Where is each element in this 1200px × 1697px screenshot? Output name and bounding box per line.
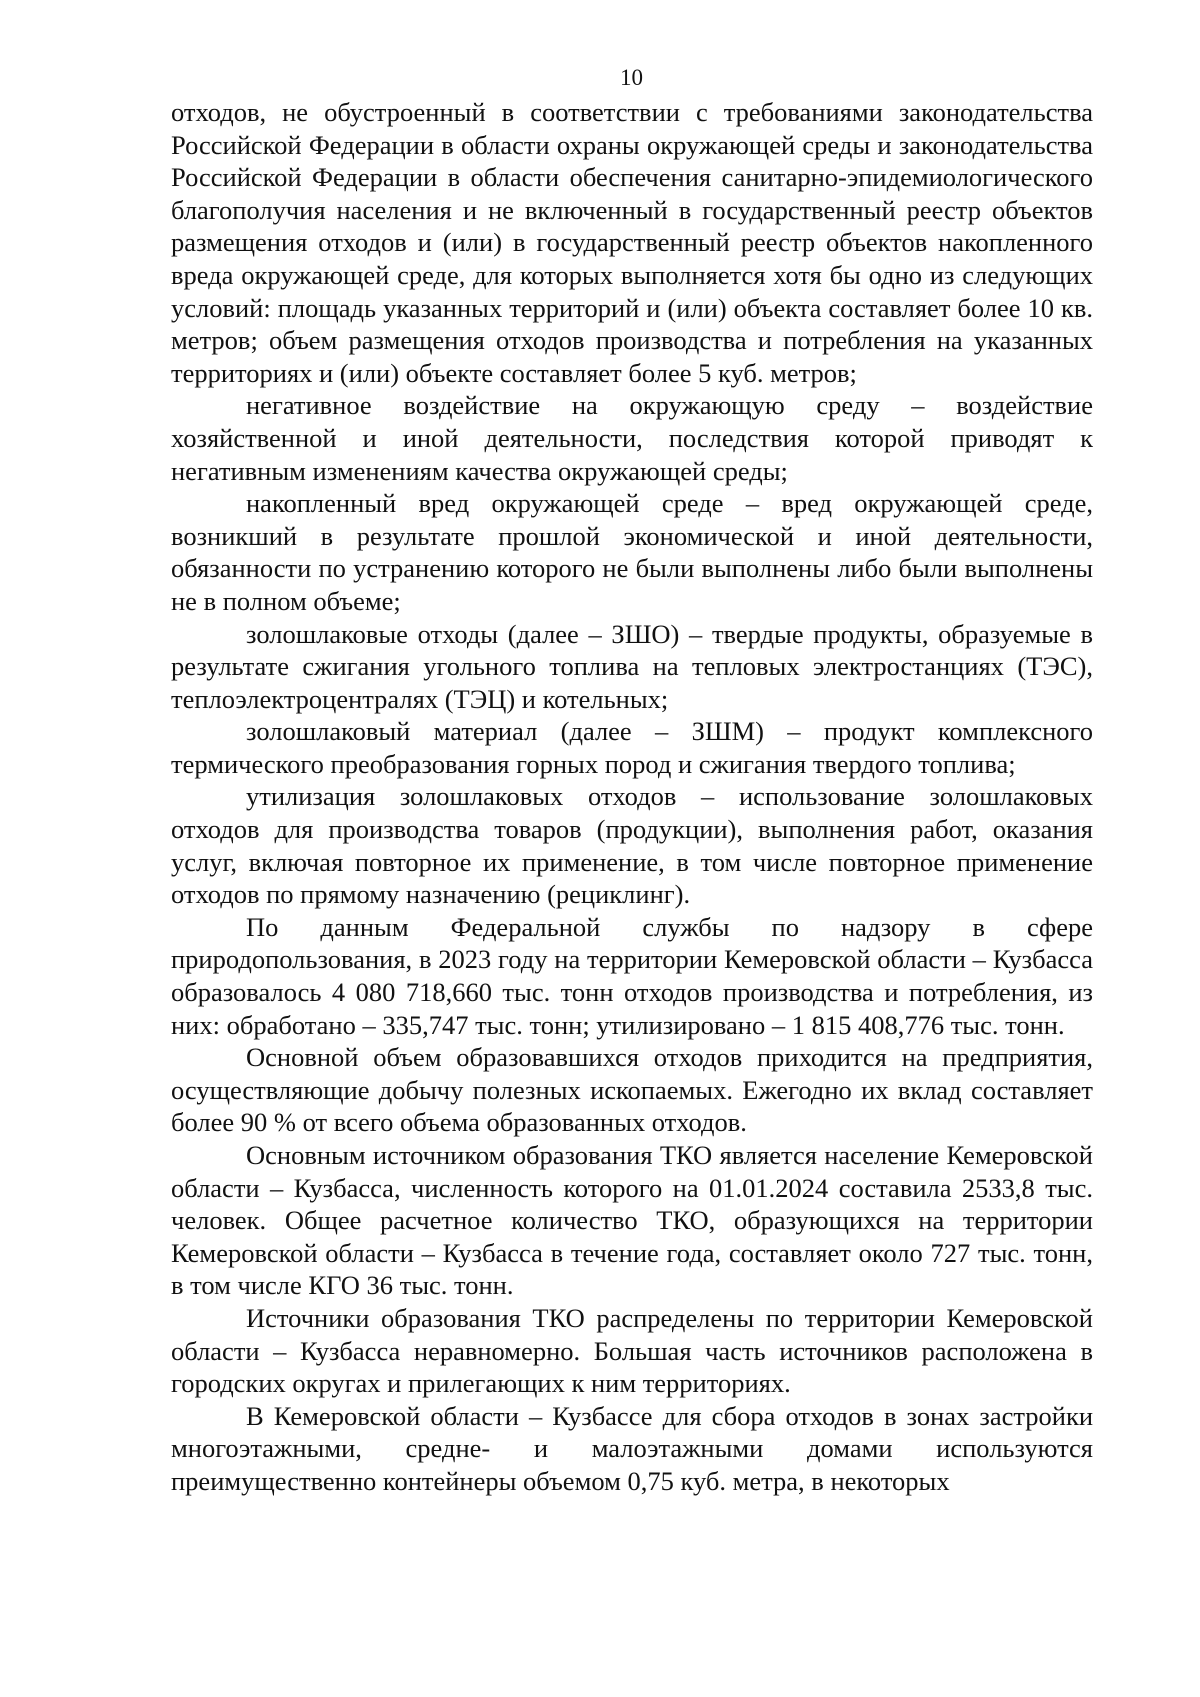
paragraph-ash-slag-material-definition: золошлаковый материал (далее – ЗШМ) – продукт комплексного термического преобразования горных пород и сжигания твердого топлива;: [171, 716, 1093, 779]
page-number: 10: [620, 65, 643, 90]
paragraph-mining-waste-share: Основной объем образовавшихся отходов приходится на предприятия, осуществляющие добычу полезных ископаемых. Ежегодно их вклад составляет более 90 % от всего объема образованных отходов.: [171, 1042, 1093, 1138]
paragraph-accumulated-harm-definition: накопленный вред окружающей среде – вред окружающей среде, возникший в результате прошлой экономической и иной деятельности, обязанности по устранению которого не были выполнены либо были выполнены не в полном объеме;: [171, 488, 1093, 616]
document-body: [171, 96, 1093, 1498]
paragraph-waste-statistics-2023: По данным Федеральной службы по надзору в сфере природопользования, в 2023 году на территории Кемеровской области – Кузбасса образовалось 4 080 718,660 тыс. тонн отходов производства и потребления, из них: обработано – 335,747 тыс. тонн; утилизировано – 1 815 408,776 тыс. тонн.: [171, 911, 1093, 1040]
paragraph-ash-slag-waste-definition: золошлаковые отходы (далее – ЗШО) – твердые продукты, образуемые в результате сжигания угольного топлива на тепловых электростанциях (ТЭС), теплоэлектроцентралях (ТЭЦ) и котельных;: [171, 618, 1093, 714]
paragraph-waste-site-definition-continuation: отходов, не обустроенный в соответствии с требованиями законодательства Российской Федерации в области охраны окружающей среды и законодательства Российской Федерации в области обеспечения санитарно-эпидемиологического благополучия населения и не включенный в государственный реестр объектов размещения отходов и (или) в государственный реестр объектов накопленного вреда окружающей среде, для которых выполняется хотя бы одно из следующих условий: площадь указанных территорий и (или) объекта составляет более 10 кв. метров; объем размещения отходов производства и потребления на указанных территориях и (или) объекте составляет более 5 куб. метров;: [171, 97, 1093, 388]
paragraph-ash-slag-utilization-definition: утилизация золошлаковых отходов – использование золошлаковых отходов для производства товаров (продукции), выполнения работ, оказания услуг, включая повторное их применение, в том числе повторное применение отходов по прямому назначению (рециклинг).: [171, 781, 1093, 910]
paragraph-msw-population-source: Основным источником образования ТКО является население Кемеровской области – Кузбасса, численность которого на 01.01.2024 составила 2533,8 тыс. человек. Общее расчетное количество ТКО, образующихся на территории Кемеровской области – Кузбасса в течение года, составляет около 727 тыс. тонн, в том числе КГО 36 тыс. тонн.: [171, 1140, 1093, 1301]
paragraph-collection-containers: В Кемеровской области – Кузбассе для сбора отходов в зонах застройки многоэтажными, средне- и малоэтажными домами используются преимущественно контейнеры объемом 0,75 куб. метра, в некоторых: [171, 1400, 1093, 1496]
paragraph-negative-impact-definition: негативное воздействие на окружающую среду – воздействие хозяйственной и иной деятельности, последствия которой приводят к негативным изменениям качества окружающей среды;: [171, 390, 1093, 486]
paragraph-msw-source-distribution: Источники образования ТКО распределены по территории Кемеровской области – Кузбасса неравномерно. Большая часть источников расположена в городских округах и прилегающих к ним территориях.: [171, 1302, 1093, 1399]
